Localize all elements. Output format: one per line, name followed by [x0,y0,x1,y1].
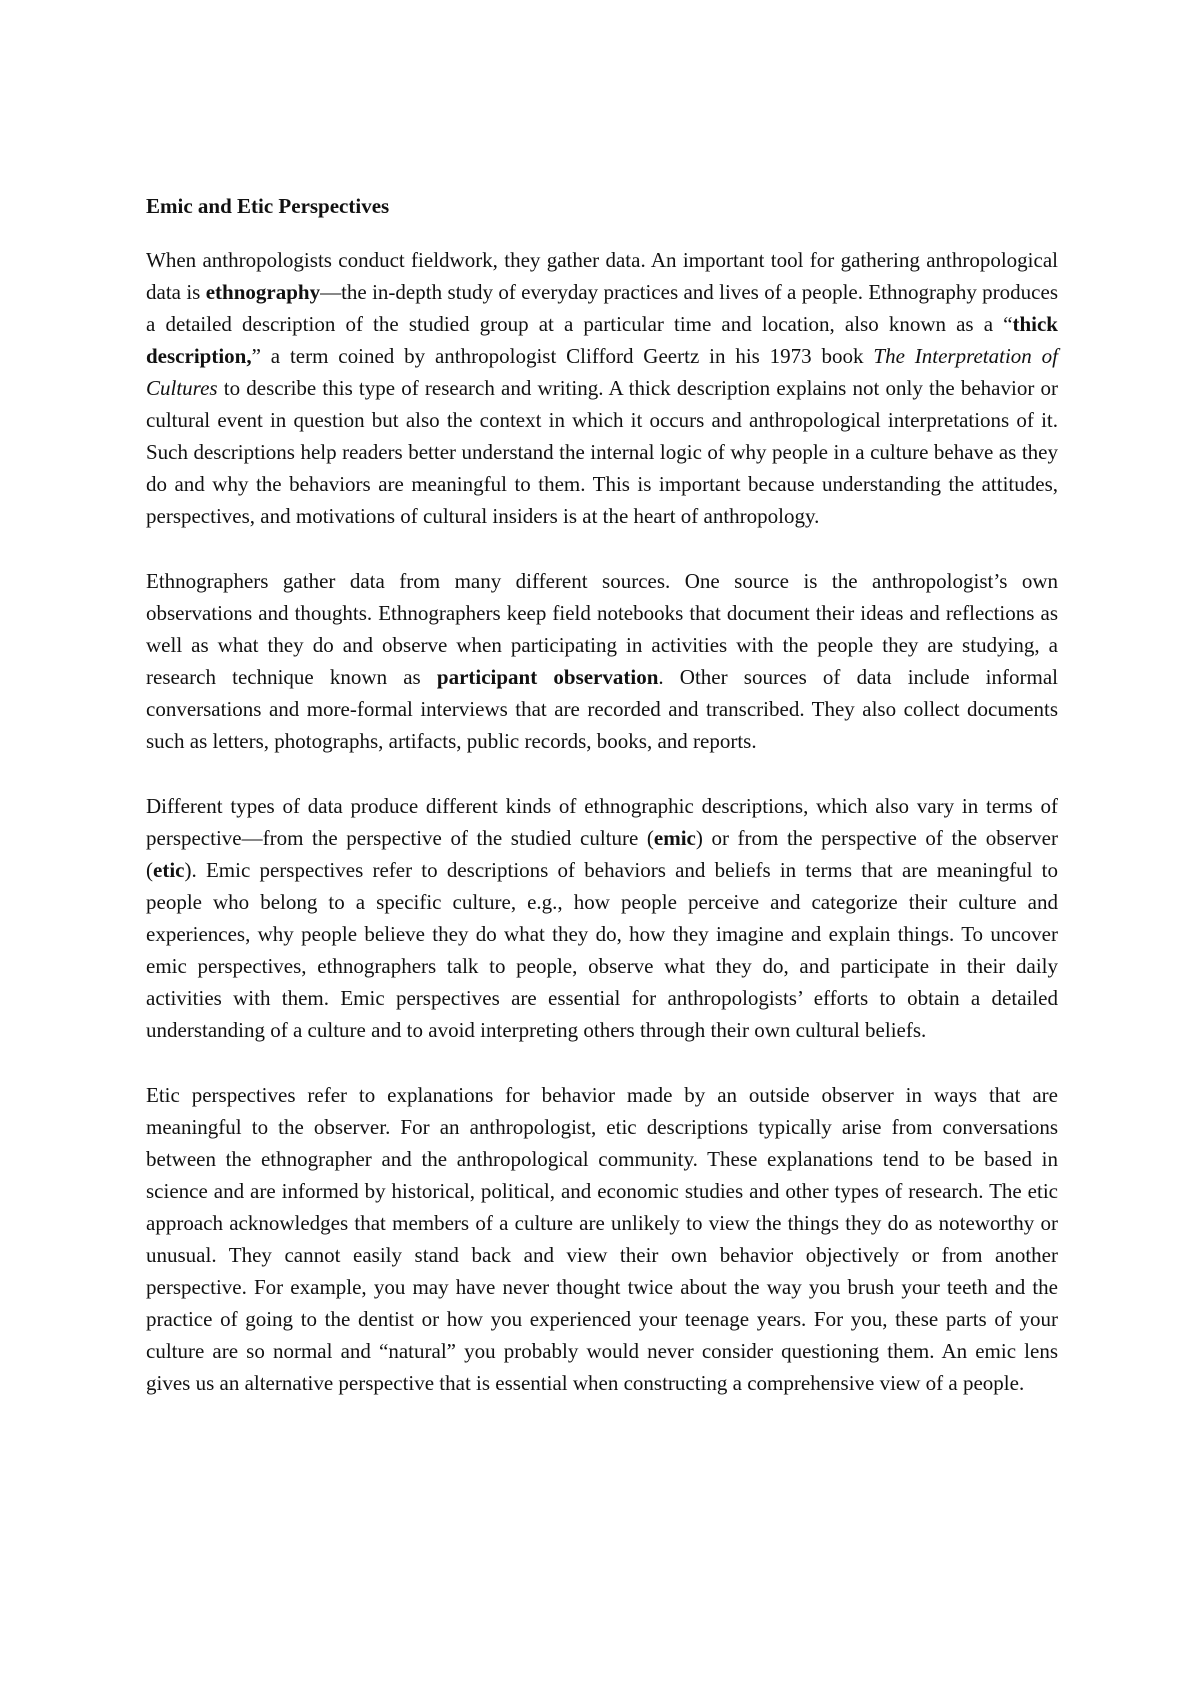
text-run: When anthropologists conduct fieldwork, they gather data. An important tool for gathering anthropological data is [146,248,1058,304]
text-run: Ethnographers gather data from many different sources. One source is the anthropologist’s own observations and thoughts. Ethnographers keep field notebooks that document their ideas and reflections as well as what they do and observe when participating in activities with the people they are studying, a research technique known as [146,569,1058,689]
term-thick-description: thick description, [146,312,1058,368]
text-run: ” a term coined by anthropologist Clifford Geertz in his 1973 book [251,344,874,368]
term-ethnography: ethnography [205,280,321,304]
text-run: —the in-depth study of everyday practices and lives of a people. Ethnography produces a detailed description of the studied group at a particular time and location, also known as a “ [146,280,1058,336]
term-etic: etic [153,858,185,882]
text-run: ) or from the perspective of the observer ( [146,826,1058,882]
text-run: . Other sources of data include informal conversations and more-formal interviews that are recorded and transcribed. They also collect documents such as letters, photographs, artifacts, public records, books, and reports. [146,665,1058,753]
section-heading: Emic and Etic Perspectives [146,194,390,218]
document-body [146,190,1058,1432]
term-emic: emic [653,826,696,850]
text-run: ). Emic perspectives refer to descriptions of behaviors and beliefs in terms that are meaningful to people who belong to a specific culture, e.g., how people perceive and categorize their culture and experiences, why people believe they do what they do, how they imagine and explain things. To uncover emic perspectives, ethnographers talk to people, observe what they do, and participate in their daily activities with them. Emic perspectives are essential for anthropologists’ efforts to obtain a detailed understanding of a culture and to avoid interpreting others through their own cultural beliefs. [146,858,1058,1042]
text-run: to describe this type of research and writing. A thick description explains not only the behavior or cultural event in question but also the context in which it occurs and anthropological interpretations of it. Such descriptions help readers better understand the internal logic of why people in a culture behave as they do and why the behaviors are meaningful to them. This is important because understanding the attitudes, perspectives, and motivations of cultural insiders is at the heart of anthropology. [146,376,1058,528]
text-run: Different types of data produce different kinds of ethnographic descriptions, which also vary in terms of perspective—from the perspective of the studied culture ( [146,794,1058,850]
text-run: Etic perspectives refer to explanations for behavior made by an outside observer in ways that are meaningful to the observer. For an anthropologist, etic descriptions typically arise from conversations between the ethnographer and the anthropological community. These explanations tend to be based in science and are informed by historical, political, and economic studies and other types of research. The etic approach acknowledges that members of a culture are unlikely to view the things they do as noteworthy or unusual. They cannot easily stand back and view their own behavior objectively or from another perspective. For example, you may have never thought twice about the way you brush your teeth and the practice of going to the dentist or how you experienced your teenage years. For you, these parts of your culture are so normal and “natural” you probably would never consider questioning them. An emic lens gives us an alternative perspective that is essential when constructing a comprehensive view of a people. [146,1083,1058,1395]
paragraph-etic [146,1079,1058,1399]
paragraph-data-sources [146,565,1058,757]
book-title: The Interpretation of Cultures [146,344,1058,400]
paragraph-emic [146,790,1058,1046]
paragraph-ethnography [146,244,1058,532]
term-participant-observation: participant observation [436,665,659,689]
